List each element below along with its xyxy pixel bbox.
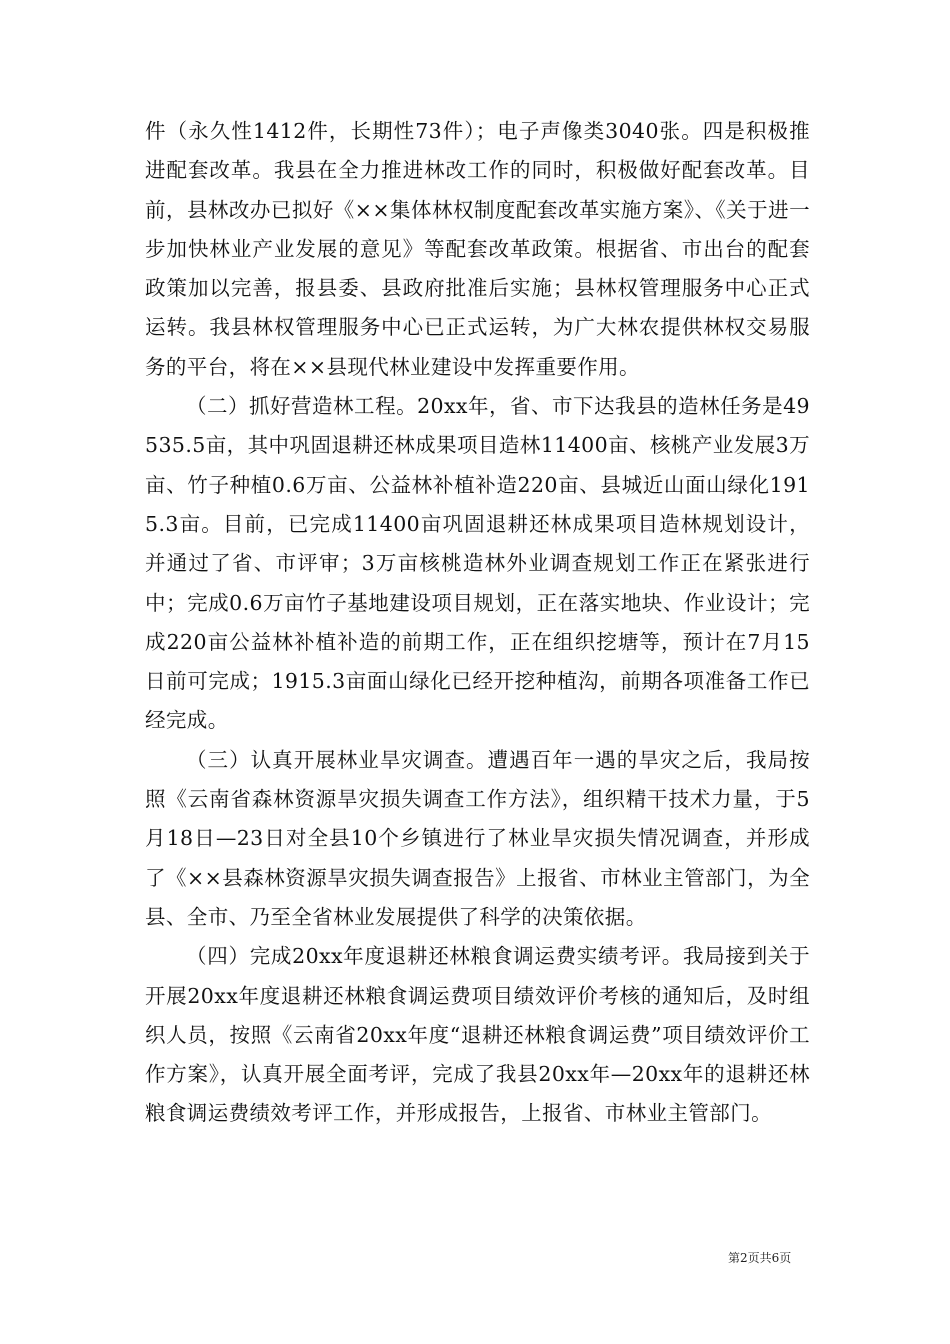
page-number-footer: 第2页共6页: [728, 1251, 792, 1265]
document-body: [145, 112, 810, 1134]
paragraph-continued: 件（永久性1412件，长期性73件）；电子声像类3040张。四是积极推进配套改革。我县在全力推进林改工作的同时，积极做好配套改革。目前，县林改办已拟好《××集体林权制度配套改革实施方案》、《关于进一步加快林业产业发展的意见》等配套改革政策。根据省、市出台的配套政策加以完善，报县委、县政府批准后实施；县林权管理服务中心正式运转。我县林权管理服务中心已正式运转，为广大林农提供林权交易服务的平台，将在××县现代林业建设中发挥重要作用。: [145, 119, 810, 379]
paragraph-afforestation: （二）抓好营造林工程。20xx年，省、市下达我县的造林任务是49535.5亩，其中巩固退耕还林成果项目造林11400亩、核桃产业发展3万亩、竹子种植0.6万亩、公益林补植补造220亩、县城近山面山绿化1915.3亩。目前，已完成11400亩巩固退耕还林成果项目造林规划设计，并通过了省、市评审；3万亩核桃造林外业调查规划工作正在紧张进行中；完成0.6万亩竹子基地建设项目规划，正在落实地块、作业设计；完成220亩公益林补植补造的前期工作，正在组织挖塘等，预计在7月15日前可完成；1915.3亩面山绿化已经开挖种植沟，前期各项准备工作已经完成。: [145, 394, 810, 733]
paragraph-drought-survey: （三）认真开展林业旱灾调查。遭遇百年一遇的旱灾之后，我局按照《云南省森林资源旱灾损失调查工作方法》，组织精干技术力量，于5月18日—23日对全县10个乡镇进行了林业旱灾损失情况调查，并形成了《××县森林资源旱灾损失调查报告》上报省、市林业主管部门，为全县、全市、乃至全省林业发展提供了科学的决策依据。: [145, 747, 810, 929]
paragraph-grain-transport-evaluation: （四）完成20xx年度退耕还林粮食调运费实绩考评。我局接到关于开展20xx年度退耕还林粮食调运费项目绩效评价考核的通知后，及时组织人员，按照《云南省20xx年度“退耕还林粮食调运费”项目绩效评价工作方案》，认真开展全面考评，完成了我县20xx年—20xx年的退耕还林粮食调运费绩效考评工作，并形成报告，上报省、市林业主管部门。: [145, 944, 810, 1126]
